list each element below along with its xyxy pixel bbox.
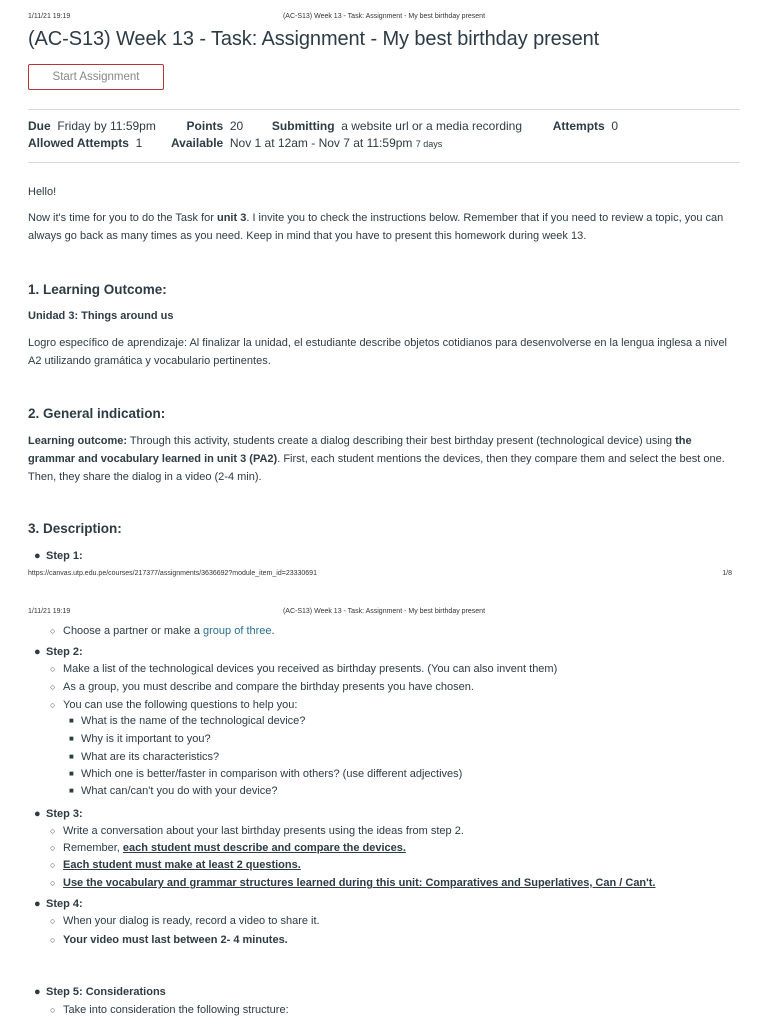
- print-title: (AC-S13) Week 13 - Task: Assignment - My best birthday present: [282, 13, 486, 20]
- available-value: Nov 1 at 12am - Nov 7 at 11:59pm: [229, 136, 413, 150]
- submitting-label: Submitting: [271, 119, 335, 133]
- assignment-details-row-1: [28, 119, 618, 133]
- attempts-value: 0: [611, 119, 619, 133]
- intro-paragraph: Now it's time for you to do the Task for unit 3. I invite you to check the instructions below. Remember that if you need to review a topic, you can always go back as many times as you need. Keep in mind that you have to present this homework during week 13.: [28, 212, 724, 242]
- list-item: Which one is better/faster in comparison with others? (use different adjectives): [81, 768, 463, 780]
- section-heading-description: 3. Description:: [28, 521, 122, 536]
- step-1-label: Step 1:: [46, 550, 83, 562]
- page-title: (AC-S13) Week 13 - Task: Assignment - My best birthday present: [28, 28, 600, 50]
- list-item: You can use the following questions to help you:: [63, 699, 298, 711]
- print-title: (AC-S13) Week 13 - Task: Assignment - My best birthday present: [282, 608, 486, 615]
- learning-outcome-text: Logro específico de aprendizaje: Al finalizar la unidad, el estudiante describe objetos cotidianos para desenvolverse en la lengua inglesa a nivel A2 utilizando gramática y vocabulario pertinentes.: [28, 337, 727, 367]
- list-item: Your video must last between 2- 4 minutes.: [63, 934, 288, 946]
- list-item: Write a conversation about your last birthday presents using the ideas from step 2.: [63, 825, 464, 837]
- submitting-value: a website url or a media recording: [341, 119, 523, 133]
- due-label: Due: [28, 119, 51, 133]
- section-heading-learning-outcome: 1. Learning Outcome:: [28, 282, 167, 297]
- list-item: Remember, each student must describe and compare the devices.: [63, 842, 406, 854]
- list-item: When your dialog is ready, record a video to share it.: [63, 915, 320, 927]
- attempts-label: Attempts: [552, 119, 605, 133]
- allowed-attempts-label: Allowed Attempts: [28, 136, 129, 150]
- list-item: What are its characteristics?: [81, 751, 220, 763]
- print-date: 1/11/21 19:19: [28, 13, 71, 20]
- available-days: 7 days: [415, 139, 443, 149]
- step-3-label: Step 3:: [46, 808, 83, 820]
- unit-subheading: Unidad 3: Things around us: [28, 310, 174, 322]
- list-item: Use the vocabulary and grammar structures learned during this unit: Comparatives and Superlatives, Can / Can't.: [63, 877, 656, 889]
- step-4-label: Step 4:: [46, 898, 83, 910]
- list-item: What can/can't you do with your device?: [81, 785, 278, 797]
- general-indication-text: Learning outcome: Through this activity, students create a dialog describing their best birthday present (technological device) using the grammar and vocabulary learned in unit 3 (PA2). First, each student mentions the devices, then they compare them and select the best one. Then, they share the dialog in a video (2-4 min).: [28, 435, 725, 483]
- list-item: Take into consideration the following structure:: [63, 1004, 289, 1016]
- greeting: Hello!: [28, 186, 57, 198]
- start-assignment-button[interactable]: Start Assignment: [28, 64, 164, 90]
- assignment-details-row-2: [28, 136, 442, 150]
- list-item: Why is it important to you?: [81, 733, 211, 745]
- print-date: 1/11/21 19:19: [28, 608, 71, 615]
- allowed-attempts-value: 1: [135, 136, 143, 150]
- due-value: Friday by 11:59pm: [57, 119, 156, 133]
- list-item: Make a list of the technological devices you received as birthday presents. (You can also invent them): [63, 663, 558, 675]
- step-5-label: Step 5: Considerations: [46, 986, 166, 998]
- available-label: Available: [170, 136, 224, 150]
- step-2-label: Step 2:: [46, 646, 83, 658]
- list-item: As a group, you must describe and compare the birthday presents you have chosen.: [63, 681, 474, 693]
- points-label: Points: [186, 119, 224, 133]
- bullet-disc: ●: [34, 550, 41, 562]
- list-item: What is the name of the technological device?: [81, 715, 306, 727]
- divider: [28, 109, 740, 110]
- divider: [28, 162, 740, 163]
- group-of-three-link[interactable]: group of three: [203, 625, 272, 637]
- print-footer: [28, 570, 740, 577]
- section-heading-general-indication: 2. General indication:: [28, 406, 166, 421]
- footer-url: https://canvas.utp.edu.pe/courses/217377/assignments/3636692?module_item_id=23330691: [28, 570, 317, 577]
- list-item: Each student must make at least 2 questions.: [63, 859, 301, 871]
- points-value: 20: [229, 119, 244, 133]
- list-item: Choose a partner or make a group of three.: [63, 625, 275, 637]
- footer-page-number: 1/8: [722, 570, 732, 577]
